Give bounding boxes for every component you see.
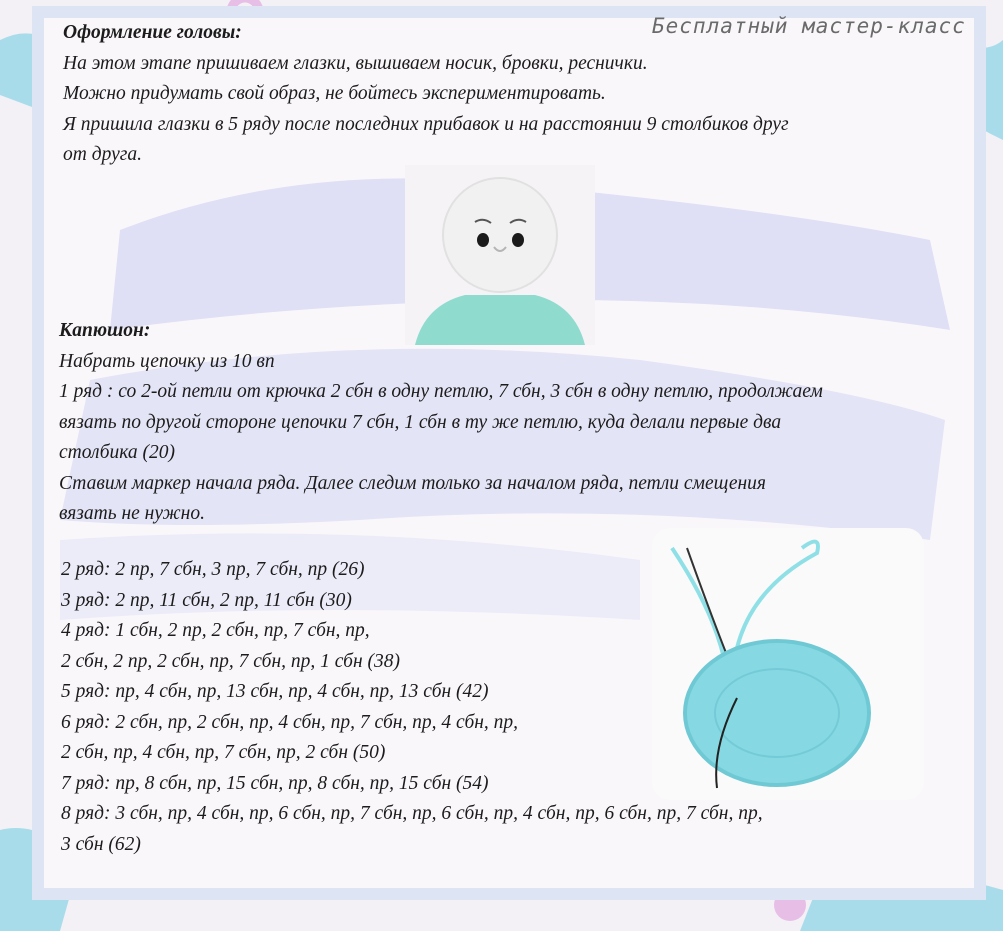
hood-row-line: 4 ряд: 1 сбн, 2 пр, 2 сбн, пр, 7 сбн, пр, [61, 620, 370, 641]
hood-row-line: 6 ряд: 2 сбн, пр, 2 сбн, пр, 4 сбн, пр, 7 сбн, пр, 4 сбн, пр, [61, 711, 519, 733]
doll-right-eye [512, 233, 524, 247]
hood-intro-line: Ставим маркер начала ряда. Далее следим только за началом ряда, петли смещения [59, 472, 766, 494]
hood-row-line: 3 сбн (62) [61, 833, 141, 855]
doll-left-eye [477, 233, 489, 247]
hood-intro-line: 1 ряд : со 2-ой петли от крючка 2 сбн в одну петлю, 7 сбн, 3 сбн в одну петлю, продолжаем [59, 381, 823, 402]
head-line: Можно придумать свой образ, не бойтесь экспериментировать. [63, 83, 606, 104]
hood-row-line: 5 ряд: пр, 4 сбн, пр, 13 сбн, пр, 4 сбн, пр, 13 сбн (42) [61, 681, 489, 702]
head-line: На этом этапе пришиваем глазки, вышиваем носик, бровки, реснички. [63, 52, 648, 74]
head-line: Я пришила глазки в 5 ряду после последних прибавок и на расстоянии 9 столбиков друг [63, 113, 789, 135]
head-section-title: Оформление головы: [63, 22, 242, 43]
hood-row-line: 2 ряд: 2 пр, 7 сбн, 3 пр, 7 сбн, пр (26) [61, 559, 365, 580]
free-masterclass-label: Бесплатный мастер-класс [652, 14, 966, 38]
hood-row-line: 7 ряд: пр, 8 сбн, пр, 15 сбн, пр, 8 сбн, пр, 15 сбн (54) [61, 772, 489, 794]
hood-row-line: 2 сбн, 2 пр, 2 сбн, пр, 7 сбн, пр, 1 сбн (38) [61, 650, 401, 672]
hood-intro-line: столбика (20) [59, 442, 176, 463]
hood-row-line: 2 сбн, пр, 4 сбн, пр, 7 сбн, пр, 2 сбн (50) [61, 742, 386, 763]
hood-row-line: 3 ряд: 2 пр, 11 сбн, 2 пр, 11 сбн (30) [61, 589, 352, 611]
hood-row-line: 8 ряд: 3 сбн, пр, 4 сбн, пр, 6 сбн, пр, 7 сбн, пр, 6 сбн, пр, 4 сбн, пр, 6 сбн, пр, 7 сбн, пр, [61, 803, 763, 824]
hood-section-title: Капюшон: [59, 320, 151, 341]
hood-intro-line: вязать не нужно. [59, 503, 205, 524]
doll-head [443, 178, 557, 292]
hood-intro-line: Набрать цепочку из 10 вп [59, 350, 275, 372]
head-line: от друга. [63, 144, 142, 165]
hood-intro-line: вязать по другой стороне цепочки 7 сбн, 1 сбн в ту же петлю, куда делали первые два [59, 411, 782, 433]
